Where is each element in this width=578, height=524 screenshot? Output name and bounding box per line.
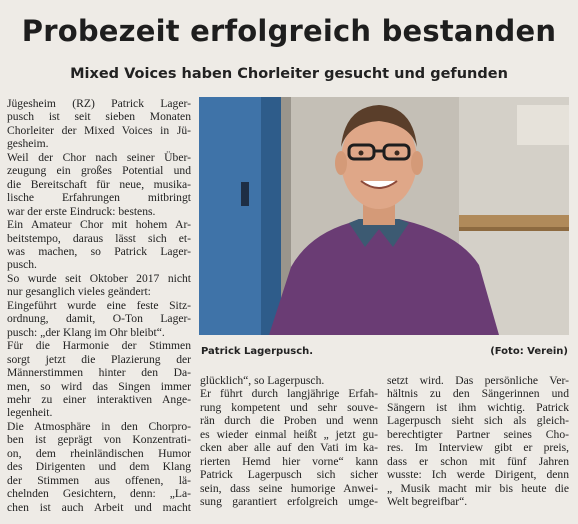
photo-eye-left bbox=[359, 151, 364, 156]
text-line: on, dem rheinländischen Humor bbox=[7, 446, 191, 460]
text-line: „ Musik macht mir bis heute die bbox=[387, 481, 569, 495]
text-line: res. Im Interview gibt er preis, bbox=[387, 441, 569, 455]
text-line: pusch: „der Klang im Ohr bleibt“. bbox=[7, 325, 165, 339]
text-line: ben ist geprägt von Konzentrati- bbox=[7, 433, 191, 447]
photo-door-handle bbox=[241, 182, 249, 206]
text-line: es wieder einmal heißt „ jetzt gu- bbox=[200, 427, 378, 441]
photo-wood-rail-shade bbox=[459, 227, 569, 231]
text-line: dass er schon mit fünf Jahren bbox=[387, 454, 569, 468]
article-subheadline: Mixed Voices haben Chorleiter gesucht und gefunden bbox=[70, 66, 508, 82]
photo-eye-right bbox=[395, 151, 400, 156]
text-line: Welt begreifbar“. bbox=[387, 495, 468, 509]
text-line: So wurde seit Oktober 2017 nicht bbox=[7, 271, 191, 285]
text-line: setzt wird. Das persönliche Ver- bbox=[387, 374, 569, 387]
text-line: Männerstimmen hinter den Da- bbox=[7, 366, 191, 380]
text-line: pusch ist seit sieben Monaten bbox=[7, 110, 191, 124]
text-line: der Stimmen aus offenen, lä- bbox=[7, 473, 191, 487]
text-line: sung garantiert erfolgreich umge- bbox=[200, 495, 378, 509]
photo-ear-right bbox=[411, 151, 423, 175]
text-line: mehr zu einer interaktiven Ange- bbox=[7, 392, 191, 406]
text-line: wusste: Ich werde Dirigent, denn bbox=[387, 468, 569, 482]
text-line: men, so wird das Singen immer bbox=[7, 379, 191, 393]
text-line: sorgt jetzt die Plazierung der bbox=[7, 352, 191, 366]
text-line: zeugung ein großes Potential und bbox=[7, 164, 191, 178]
text-line: glücklich“, so Lagerpusch. bbox=[200, 374, 325, 387]
left-text-column bbox=[7, 97, 191, 514]
text-line: lische Erfahrungen mitbringt bbox=[7, 191, 191, 205]
text-line: was machen, so Patrick Lager- bbox=[7, 244, 191, 258]
text-line: Er führt durch langjährige Erfah- bbox=[200, 387, 378, 401]
text-line: berechtigter Partner seines Cho- bbox=[387, 427, 569, 441]
text-line: Chorleiter der Mixed Voices in Jü- bbox=[7, 123, 191, 137]
article-headline: Probezeit erfolgreich bestanden bbox=[21, 14, 557, 48]
text-line: hältnis zu den Sängerinnen und bbox=[387, 387, 569, 401]
text-line: pusch. bbox=[7, 258, 37, 272]
text-line: des Dirigenten und dem Klang bbox=[7, 460, 191, 474]
text-line: beitstempo, daraus lässt sich et- bbox=[7, 231, 191, 245]
text-line: rierten Hemd hier vorne“ kann bbox=[200, 454, 378, 468]
text-line: Eingeführt wurde eine feste Sitz- bbox=[7, 298, 191, 312]
text-line: Jügesheim (RZ) Patrick Lager- bbox=[7, 97, 191, 110]
photo-door-shadow bbox=[261, 97, 281, 335]
text-line: rän durch die Proben und wenn bbox=[200, 414, 378, 428]
text-line: cken aber alle auf den Vati im ka- bbox=[200, 441, 378, 455]
text-line: sein, dass seine humorige Anwei- bbox=[200, 481, 378, 495]
photo-caption: Patrick Lagerpusch. bbox=[201, 346, 314, 357]
text-line: Patrick Lagerpusch sich sicher bbox=[200, 468, 378, 482]
text-line: ordnung, damit, O-Ton Lager- bbox=[7, 312, 191, 326]
photo-wood-rail bbox=[459, 215, 569, 227]
text-line: gesheim. bbox=[7, 137, 49, 151]
photo-credit: (Foto: Verein) bbox=[490, 346, 568, 357]
text-line: war der erste Eindruck: bestens. bbox=[7, 204, 156, 218]
text-line: Sängern ist ihm wichtig. Patrick bbox=[387, 400, 569, 414]
right-text-column bbox=[387, 374, 569, 509]
text-line: nur gesanglich vieles geändert: bbox=[7, 285, 151, 299]
text-line: die Bereitschaft für neue, musika- bbox=[7, 177, 191, 191]
portrait-photo bbox=[199, 97, 569, 335]
text-line: Die Atmosphäre in den Chorpro- bbox=[7, 419, 191, 433]
text-line: Lagerpusch sieht sich als gleich- bbox=[387, 414, 569, 428]
middle-text-column bbox=[200, 374, 378, 509]
photo-wall-poster bbox=[517, 105, 569, 145]
text-line: Ein Amateur Chor mit hohem Ar- bbox=[7, 218, 191, 232]
text-line: chen ist auch Arbeit und macht bbox=[7, 500, 191, 514]
text-line: legenheit. bbox=[7, 406, 53, 420]
text-line: chelnden Gesichtern, denn: „La- bbox=[7, 487, 191, 501]
photo-ear-left bbox=[335, 151, 347, 175]
text-line: rung kompetent und sehr souve- bbox=[200, 400, 378, 414]
text-line: Für die Harmonie der Stimmen bbox=[7, 339, 191, 353]
text-line: Weil der Chor nach seiner Über- bbox=[7, 150, 191, 164]
